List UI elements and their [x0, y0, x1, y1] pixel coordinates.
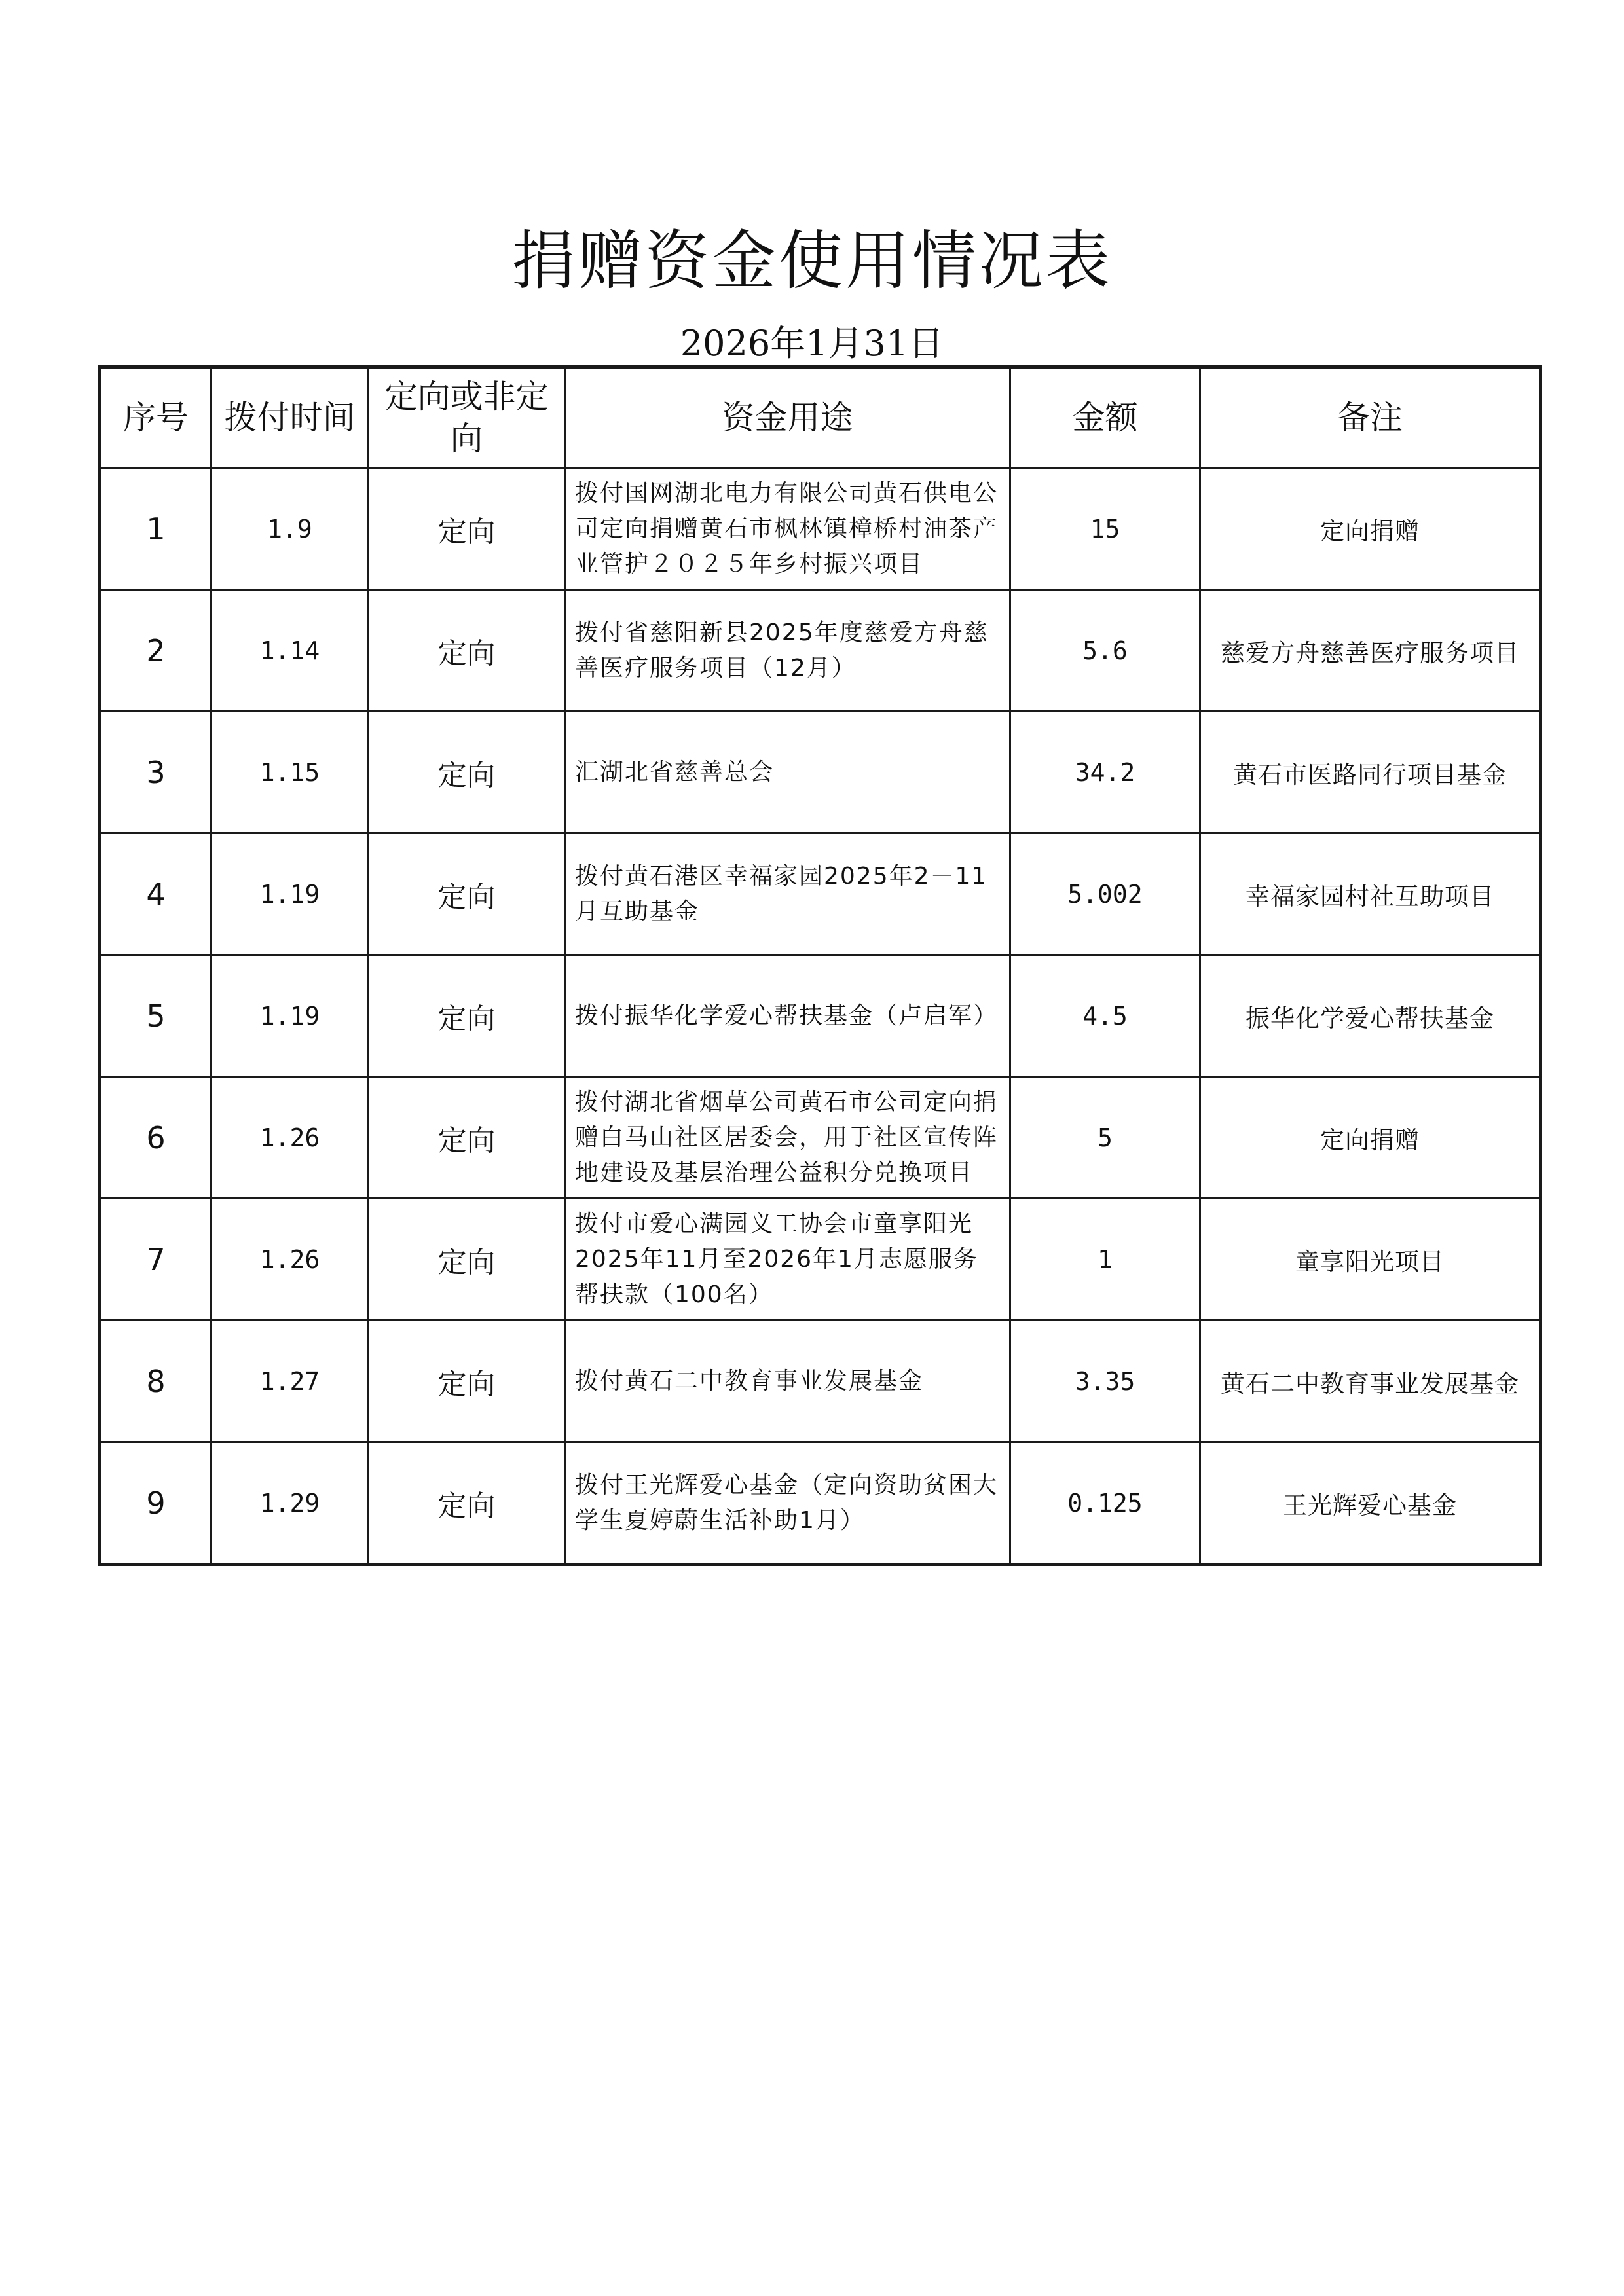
row-purpose-cell — [565, 712, 1010, 833]
row-purpose-cell — [565, 1321, 1010, 1442]
row-direction: 定向 — [369, 1321, 565, 1442]
row-remark: 黄石市医路同行项目基金 — [1200, 712, 1541, 833]
table-header — [100, 367, 1541, 468]
row-amount: 0.125 — [1010, 1442, 1200, 1565]
row-pay-date: 1.9 — [212, 468, 369, 590]
row-remark: 定向捐赠 — [1200, 1077, 1541, 1199]
table-row — [100, 833, 1541, 955]
row-pay-date: 1.14 — [212, 590, 369, 712]
row-remark: 振华化学爱心帮扶基金 — [1200, 955, 1541, 1077]
header-index: 序号 — [100, 367, 212, 468]
row-amount: 3.35 — [1010, 1321, 1200, 1442]
row-purpose: 拨付王光辉爱心基金（定向资助贫困大学生夏婷蔚生活补助1月） — [575, 1471, 999, 1534]
row-remark: 黄石二中教育事业发展基金 — [1200, 1321, 1541, 1442]
row-index: 1 — [100, 468, 212, 590]
row-pay-date: 1.26 — [212, 1077, 369, 1199]
row-index: 2 — [100, 590, 212, 712]
table-row — [100, 468, 1541, 590]
row-direction: 定向 — [369, 590, 565, 712]
row-purpose-cell — [565, 1199, 1010, 1321]
header-remark: 备注 — [1200, 367, 1541, 468]
row-amount: 5.6 — [1010, 590, 1200, 712]
row-purpose-cell — [565, 590, 1010, 712]
row-remark: 王光辉爱心基金 — [1200, 1442, 1541, 1565]
row-remark: 定向捐赠 — [1200, 468, 1541, 590]
row-remark: 慈爱方舟慈善医疗服务项目 — [1200, 590, 1541, 712]
row-direction: 定向 — [369, 955, 565, 1077]
row-index: 5 — [100, 955, 212, 1077]
row-amount: 4.5 — [1010, 955, 1200, 1077]
row-pay-date: 1.26 — [212, 1199, 369, 1321]
header-pay-date: 拨付时间 — [212, 367, 369, 468]
row-index: 8 — [100, 1321, 212, 1442]
row-direction: 定向 — [369, 1442, 565, 1565]
row-remark: 童享阳光项目 — [1200, 1199, 1541, 1321]
row-amount: 1 — [1010, 1199, 1200, 1321]
row-amount: 34.2 — [1010, 712, 1200, 833]
row-amount: 15 — [1010, 468, 1200, 590]
table-body — [100, 468, 1541, 1565]
row-purpose: 拨付黄石港区幸福家园2025年2－11月互助基金 — [575, 862, 988, 925]
header-row — [100, 367, 1541, 468]
header-amount: 金额 — [1010, 367, 1200, 468]
row-purpose-cell — [565, 468, 1010, 590]
row-index: 7 — [100, 1199, 212, 1321]
donation-usage-table — [98, 365, 1542, 1566]
row-purpose: 拨付湖北省烟草公司黄石市公司定向捐赠白马山社区居委会，用于社区宣传阵地建设及基层治理公益积分兑换项目 — [575, 1088, 999, 1186]
row-index: 3 — [100, 712, 212, 833]
row-pay-date: 1.19 — [212, 955, 369, 1077]
page-title: 捐赠资金使用情况表 — [511, 224, 1113, 299]
row-amount: 5.002 — [1010, 833, 1200, 955]
row-purpose-cell — [565, 955, 1010, 1077]
row-index: 9 — [100, 1442, 212, 1565]
table-row — [100, 1199, 1541, 1321]
row-direction: 定向 — [369, 833, 565, 955]
row-purpose-cell — [565, 833, 1010, 955]
row-purpose-cell — [565, 1077, 1010, 1199]
row-direction: 定向 — [369, 1199, 565, 1321]
report-date: 2026年1月31日 — [680, 323, 944, 364]
row-purpose: 汇湖北省慈善总会 — [575, 758, 775, 786]
row-direction: 定向 — [369, 712, 565, 833]
row-purpose: 拨付振华化学爱心帮扶基金（卢启军） — [575, 1002, 999, 1029]
table-row — [100, 955, 1541, 1077]
row-pay-date: 1.15 — [212, 712, 369, 833]
row-purpose: 拨付省慈阳新县2025年度慈爱方舟慈善医疗服务项目（12月） — [575, 619, 989, 682]
row-index: 4 — [100, 833, 212, 955]
row-purpose: 拨付黄石二中教育事业发展基金 — [575, 1367, 924, 1394]
table-row — [100, 1442, 1541, 1565]
row-index: 6 — [100, 1077, 212, 1199]
row-pay-date: 1.19 — [212, 833, 369, 955]
row-purpose-cell — [565, 1442, 1010, 1565]
row-purpose: 拨付国网湖北电力有限公司黄石供电公司定向捐赠黄石市枫林镇樟桥村油茶产业管护２０２５年乡村振兴项目 — [575, 479, 999, 577]
header-direction: 定向或非定向 — [369, 367, 565, 468]
row-pay-date: 1.27 — [212, 1321, 369, 1442]
table-row — [100, 1321, 1541, 1442]
table-row — [100, 712, 1541, 833]
row-pay-date: 1.29 — [212, 1442, 369, 1565]
row-remark: 幸福家园村社互助项目 — [1200, 833, 1541, 955]
header-purpose: 资金用途 — [565, 367, 1010, 468]
table-row — [100, 1077, 1541, 1199]
row-direction: 定向 — [369, 1077, 565, 1199]
row-purpose: 拨付市爱心满园义工协会市童享阳光2025年11月至2026年1月志愿服务帮扶款（100名） — [575, 1210, 978, 1308]
table-row — [100, 590, 1541, 712]
row-direction: 定向 — [369, 468, 565, 590]
row-amount: 5 — [1010, 1077, 1200, 1199]
